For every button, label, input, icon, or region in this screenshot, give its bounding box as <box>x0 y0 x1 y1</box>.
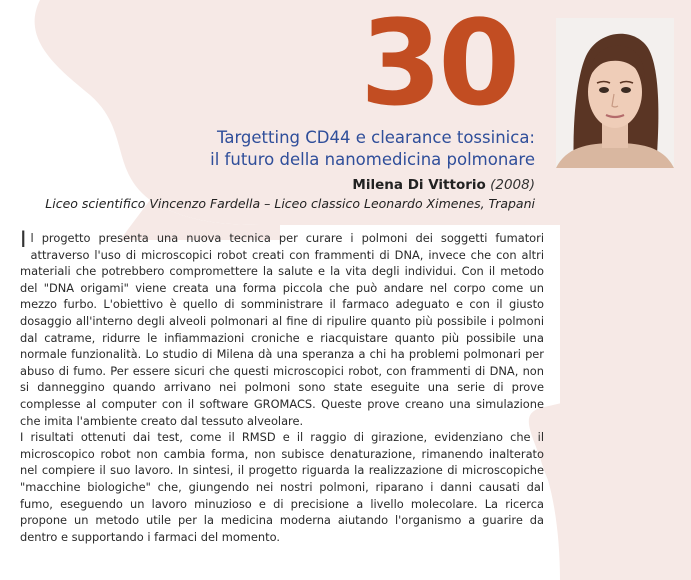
portrait-photo <box>556 18 674 168</box>
author-line <box>352 176 535 194</box>
project-number: 30 <box>360 0 517 132</box>
paragraph-2: I risultati ottenuti dai test, come il RMSD e il raggio di girazione, evidenziano che il microscopico robot non cambia forma, non subisce denaturazione, rimanendo inalterato nel compiere il suo lavoro. In sintesi, il progetto riguarda la realizzazione di microscopiche "macchine biologiche" che, giungendo nei nostri polmoni, riparano i danni causati dal fumo, eseguendo un lavoro minuzioso e di precisione a livello molecolare. La ricerca propone un metodo utile per la medicina moderna aiutando l'organismo a guarire da dentro e supportando i farmaci del momento. <box>20 430 544 544</box>
paragraph-1-text: l progetto presenta una nuova tecnica per curare i polmoni dei soggetti fumatori attraverso l'uso di microscopici robot creati con frammenti di DNA, invece che con altri materiali che potrebbero compromettere la salute e la vita degli individui. Con il metodo del "DNA origami" viene creata una forma piccola che può andare nel corpo come un mezzo furbo. L'obiettivo è quello di somministrare il farmaco adeguato e con il giusto dosaggio all'interno degli alveoli polmonari al fine di ripulire quanto più possibile i polmoni dal catrame, ridurre le infiammazioni croniche e riacquistare quanto più possibile una normale funzionalità. Lo studio di Milena dà una speranza a chi ha problemi polmonari per abuso di fumo. Per essere sicuri che questi microscopici robot, con frammenti di DNA, non si danneggino quando arrivano nei polmoni sono state eseguite una serie di prove complesse al computer con il software GROMACS. Queste prove creano una simulazione che imita l'ambiente creato dal tessuto alveolare. <box>20 231 544 428</box>
article-title <box>115 127 535 171</box>
title-line-1: Targetting CD44 e clearance tossinica: <box>216 128 535 147</box>
paragraph-1 <box>20 230 544 429</box>
title-line-2: il futuro della nanomedicina polmonare <box>210 150 535 169</box>
drop-cap: I <box>20 228 27 253</box>
author-year: (2008) <box>490 177 535 193</box>
article-body <box>20 230 544 545</box>
author-name: Milena Di Vittorio <box>352 177 486 193</box>
school-line: Liceo scientifico Vincenzo Fardella – Liceo classico Leonardo Ximenes, Trapani <box>45 196 535 211</box>
